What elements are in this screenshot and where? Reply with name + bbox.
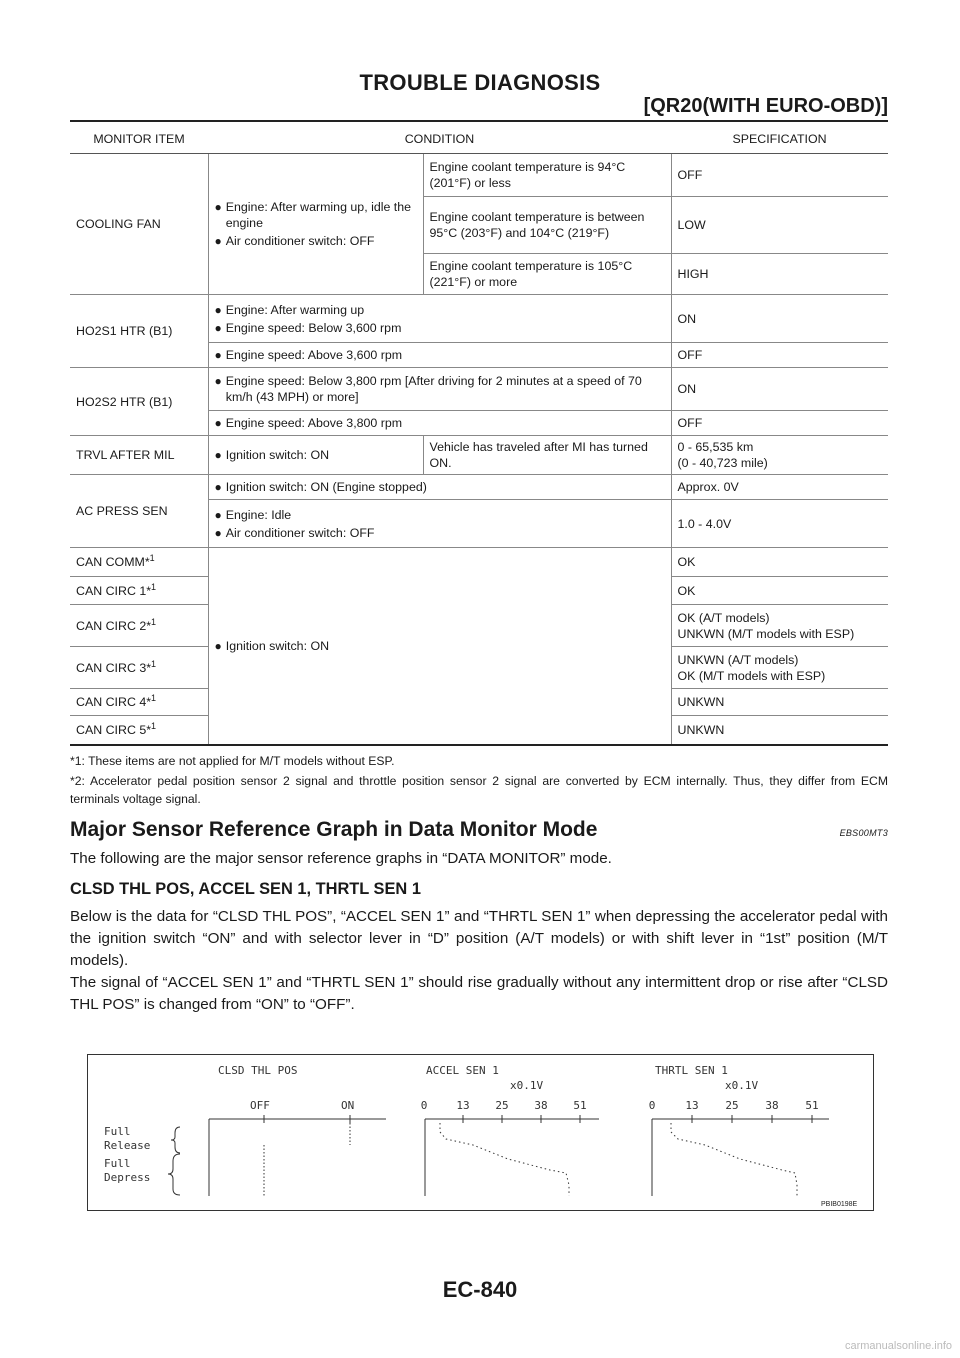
- paragraph-1: Below is the data for “CLSD THL POS”, “ACCEL SEN 1” and “THRTL SEN 1” when depressing the accelerator pedal with the ignition switch “ON” and with selector lever in “D” position (A/T models) or with shift lever in “1st” position (M/T models).: [70, 908, 888, 969]
- bullet-icon: ●: [214, 320, 222, 335]
- condition-cell: [208, 368, 671, 411]
- spec-line: OK (A/T models): [677, 610, 770, 625]
- condition-cell: Engine coolant temperature is 105°C (221°F) or more: [423, 254, 671, 295]
- spec-cell: ON: [671, 295, 888, 343]
- condition-text: Engine: Idle: [225, 507, 292, 522]
- figure-code: PBIB0198E: [821, 1201, 858, 1208]
- spec-line: 0 - 65,535 km: [677, 440, 754, 454]
- paragraph-2: The signal of “ACCEL SEN 1” and “THRTL SEN 1” should rise gradually without any intermittent drop or rise after “CLSD THL POS” is changed from “ON” to “OFF”.: [70, 974, 888, 1013]
- condition-text: Air conditioner switch: OFF: [225, 234, 375, 248]
- spec-cell: OFF: [671, 343, 888, 368]
- condition-text: Ignition switch: ON: [225, 638, 330, 653]
- subsection-title: CLSD THL POS, ACCEL SEN 1, THRTL SEN 1: [70, 880, 421, 898]
- tick-label: 0: [648, 1099, 656, 1112]
- graph-title-accel-sen-1: ACCEL SEN 1: [426, 1064, 499, 1077]
- section-intro: The following are the major sensor reference graphs in “DATA MONITOR” mode.: [70, 850, 612, 867]
- condition-cell: [208, 411, 671, 436]
- condition-text: Ignition switch: ON (Engine stopped): [225, 480, 427, 494]
- tick-label: 38: [534, 1099, 548, 1112]
- spec-cell: HIGH: [671, 254, 888, 295]
- condition-text: Ignition switch: ON: [225, 448, 330, 462]
- footnote-2: *2: Accelerator pedal position sensor 2 signal and throttle position sensor 2 signal are converted by ECM internally. Thus, they differ from ECM terminals voltage signal.: [70, 774, 888, 806]
- header-rule: [70, 120, 888, 122]
- tick-label: 0: [420, 1099, 428, 1112]
- graph-title-thrtl-sen-1: THRTL SEN 1: [655, 1064, 728, 1077]
- footnote-mark: 1: [151, 692, 157, 703]
- table-row: [70, 436, 888, 475]
- table-row: [70, 368, 888, 411]
- spec-cell: [671, 647, 888, 689]
- spec-cell: LOW: [671, 197, 888, 254]
- spec-line: UNKWN (A/T models): [677, 652, 799, 667]
- release-bracket: [171, 1127, 180, 1153]
- tick-label: 25: [725, 1099, 739, 1112]
- graph-unit-accel: x0.1V: [510, 1079, 544, 1092]
- footnote-mark: 1: [151, 658, 157, 669]
- full-depress-label-1: Full: [104, 1157, 131, 1170]
- tick-label: 13: [685, 1099, 699, 1112]
- bullet-icon: ●: [214, 480, 222, 494]
- header-specification: SPECIFICATION: [671, 128, 888, 154]
- depress-bracket: [168, 1154, 180, 1195]
- section-title: Major Sensor Reference Graph in Data Monitor Mode: [70, 818, 598, 841]
- graph-title-clsd-thl-pos: CLSD THL POS: [218, 1064, 298, 1077]
- spec-line: OK (M/T models with ESP): [677, 668, 826, 683]
- item-text: CAN CIRC 2*: [76, 618, 152, 633]
- item-cell: TRVL AFTER MIL: [70, 436, 208, 475]
- item-cell: [70, 605, 208, 647]
- condition-cell: [208, 154, 423, 295]
- bullet-icon: ●: [214, 416, 222, 430]
- thrtl-axis: [652, 1119, 829, 1196]
- spec-cell: 1.0 - 4.0V: [671, 500, 888, 548]
- on-label: ON: [341, 1099, 355, 1112]
- item-text: CAN CIRC 5*: [76, 722, 152, 737]
- item-cell: COOLING FAN: [76, 217, 161, 231]
- condition-cell: [208, 548, 671, 745]
- bullet-icon: ●: [214, 200, 222, 214]
- footer-url: carmanualsonline.info: [844, 1340, 952, 1352]
- tick-label: 13: [456, 1099, 470, 1112]
- bullet-icon: ●: [214, 525, 222, 540]
- graph-svg: [88, 1055, 875, 1212]
- bullet-icon: ●: [214, 302, 222, 317]
- table-row: [70, 475, 888, 500]
- tick-label: 51: [573, 1099, 587, 1112]
- thrtl-trace: [671, 1123, 797, 1196]
- item-cell: HO2S2 HTR (B1): [70, 368, 208, 436]
- spec-cell: [671, 436, 888, 475]
- item-cell: [70, 548, 208, 577]
- item-cell: [70, 689, 208, 716]
- tick-label: 25: [495, 1099, 509, 1112]
- condition-cell: [208, 295, 671, 343]
- condition-cell: [208, 343, 671, 368]
- spec-cell: OFF: [671, 154, 888, 197]
- condition-text: Engine speed: Below 3,800 rpm [After driving for 2 minutes at a speed of 70 km/h (43 MPH) or more]: [225, 374, 642, 404]
- condition-text: Air conditioner switch: OFF: [225, 525, 375, 540]
- spec-cell: Approx. 0V: [671, 475, 888, 500]
- item-cell: [70, 577, 208, 605]
- condition-text: Engine speed: Below 3,600 rpm: [225, 320, 402, 335]
- item-cell: [70, 647, 208, 689]
- item-cell: AC PRESS SEN: [70, 475, 208, 548]
- spec-line: OK: [677, 583, 696, 598]
- accel-axis: [425, 1119, 599, 1196]
- header-title: TROUBLE DIAGNOSIS: [359, 70, 601, 95]
- condition-cell: Engine coolant temperature is 94°C (201°F) or less: [423, 154, 671, 197]
- spec-line: UNKWN (M/T models with ESP): [677, 626, 855, 641]
- condition-text: Engine: After warming up, idle the engine: [225, 200, 412, 230]
- bullet-icon: ●: [214, 448, 222, 462]
- spec-line: (0 - 40,723 mile): [677, 456, 768, 470]
- page-number: EC-840: [442, 1277, 518, 1302]
- table-row: [70, 295, 888, 343]
- bullet-icon: ●: [214, 374, 222, 388]
- header-subtitle: [QR20(WITH EURO-OBD)]: [643, 95, 888, 117]
- condition-text: Engine: After warming up: [225, 302, 365, 317]
- item-text: CAN CIRC 1*: [76, 583, 152, 598]
- spec-cell: [671, 716, 888, 745]
- monitor-spec-table: [70, 128, 888, 746]
- tick-label: 38: [765, 1099, 779, 1112]
- item-text: CAN CIRC 4*: [76, 695, 152, 709]
- footnote-mark: 1: [151, 616, 157, 627]
- full-release-label-1: Full: [104, 1125, 131, 1138]
- table-header-row: [70, 128, 888, 154]
- condition-text: Engine speed: Above 3,800 rpm: [225, 416, 403, 430]
- spec-cell: [671, 689, 888, 716]
- table-row: [70, 154, 888, 197]
- full-release-label-2: Release: [104, 1139, 151, 1152]
- item-text: CAN CIRC 3*: [76, 660, 152, 675]
- footnote-mark: 1: [151, 581, 157, 592]
- spec-cell: ON: [671, 368, 888, 411]
- bullet-icon: ●: [214, 234, 222, 248]
- condition-text: Engine speed: Above 3,600 rpm: [225, 348, 403, 362]
- condition-cell: Vehicle has traveled after MI has turned ON.: [423, 436, 671, 475]
- graph-unit-thrtl: x0.1V: [725, 1079, 759, 1092]
- tick-label: 51: [805, 1099, 819, 1112]
- spec-line: OK: [677, 555, 696, 569]
- item-cell: HO2S1 HTR (B1): [70, 295, 208, 368]
- bullet-icon: ●: [214, 507, 222, 522]
- spec-line: UNKWN: [677, 722, 725, 737]
- accel-trace: [440, 1123, 569, 1196]
- off-label: OFF: [250, 1099, 270, 1112]
- spec-cell: [671, 577, 888, 605]
- condition-cell: Engine coolant temperature is between 95°C (203°F) and 104°C (219°F): [423, 197, 671, 254]
- header-monitor-item: MONITOR ITEM: [70, 128, 208, 154]
- bullet-icon: ●: [214, 348, 222, 362]
- section-code: EBS00MT3: [839, 828, 888, 838]
- footnote-1: *1: These items are not applied for M/T models without ESP.: [70, 754, 395, 768]
- spec-cell: [671, 605, 888, 647]
- spec-line: UNKWN: [677, 695, 725, 709]
- footnote-mark: 1: [151, 720, 157, 731]
- spec-cell: OFF: [671, 411, 888, 436]
- spec-cell: [671, 548, 888, 577]
- table-row: [70, 548, 888, 577]
- full-depress-label-2: Depress: [104, 1171, 151, 1184]
- condition-cell: [208, 475, 671, 500]
- footnote-mark: 1: [149, 552, 155, 563]
- sensor-reference-graph: [87, 1054, 874, 1211]
- item-cell: [70, 716, 208, 745]
- condition-cell: [208, 500, 671, 548]
- item-text: CAN COMM*: [76, 555, 150, 569]
- header-condition: CONDITION: [208, 128, 671, 154]
- bullet-icon: ●: [214, 638, 222, 653]
- condition-cell: [208, 436, 423, 475]
